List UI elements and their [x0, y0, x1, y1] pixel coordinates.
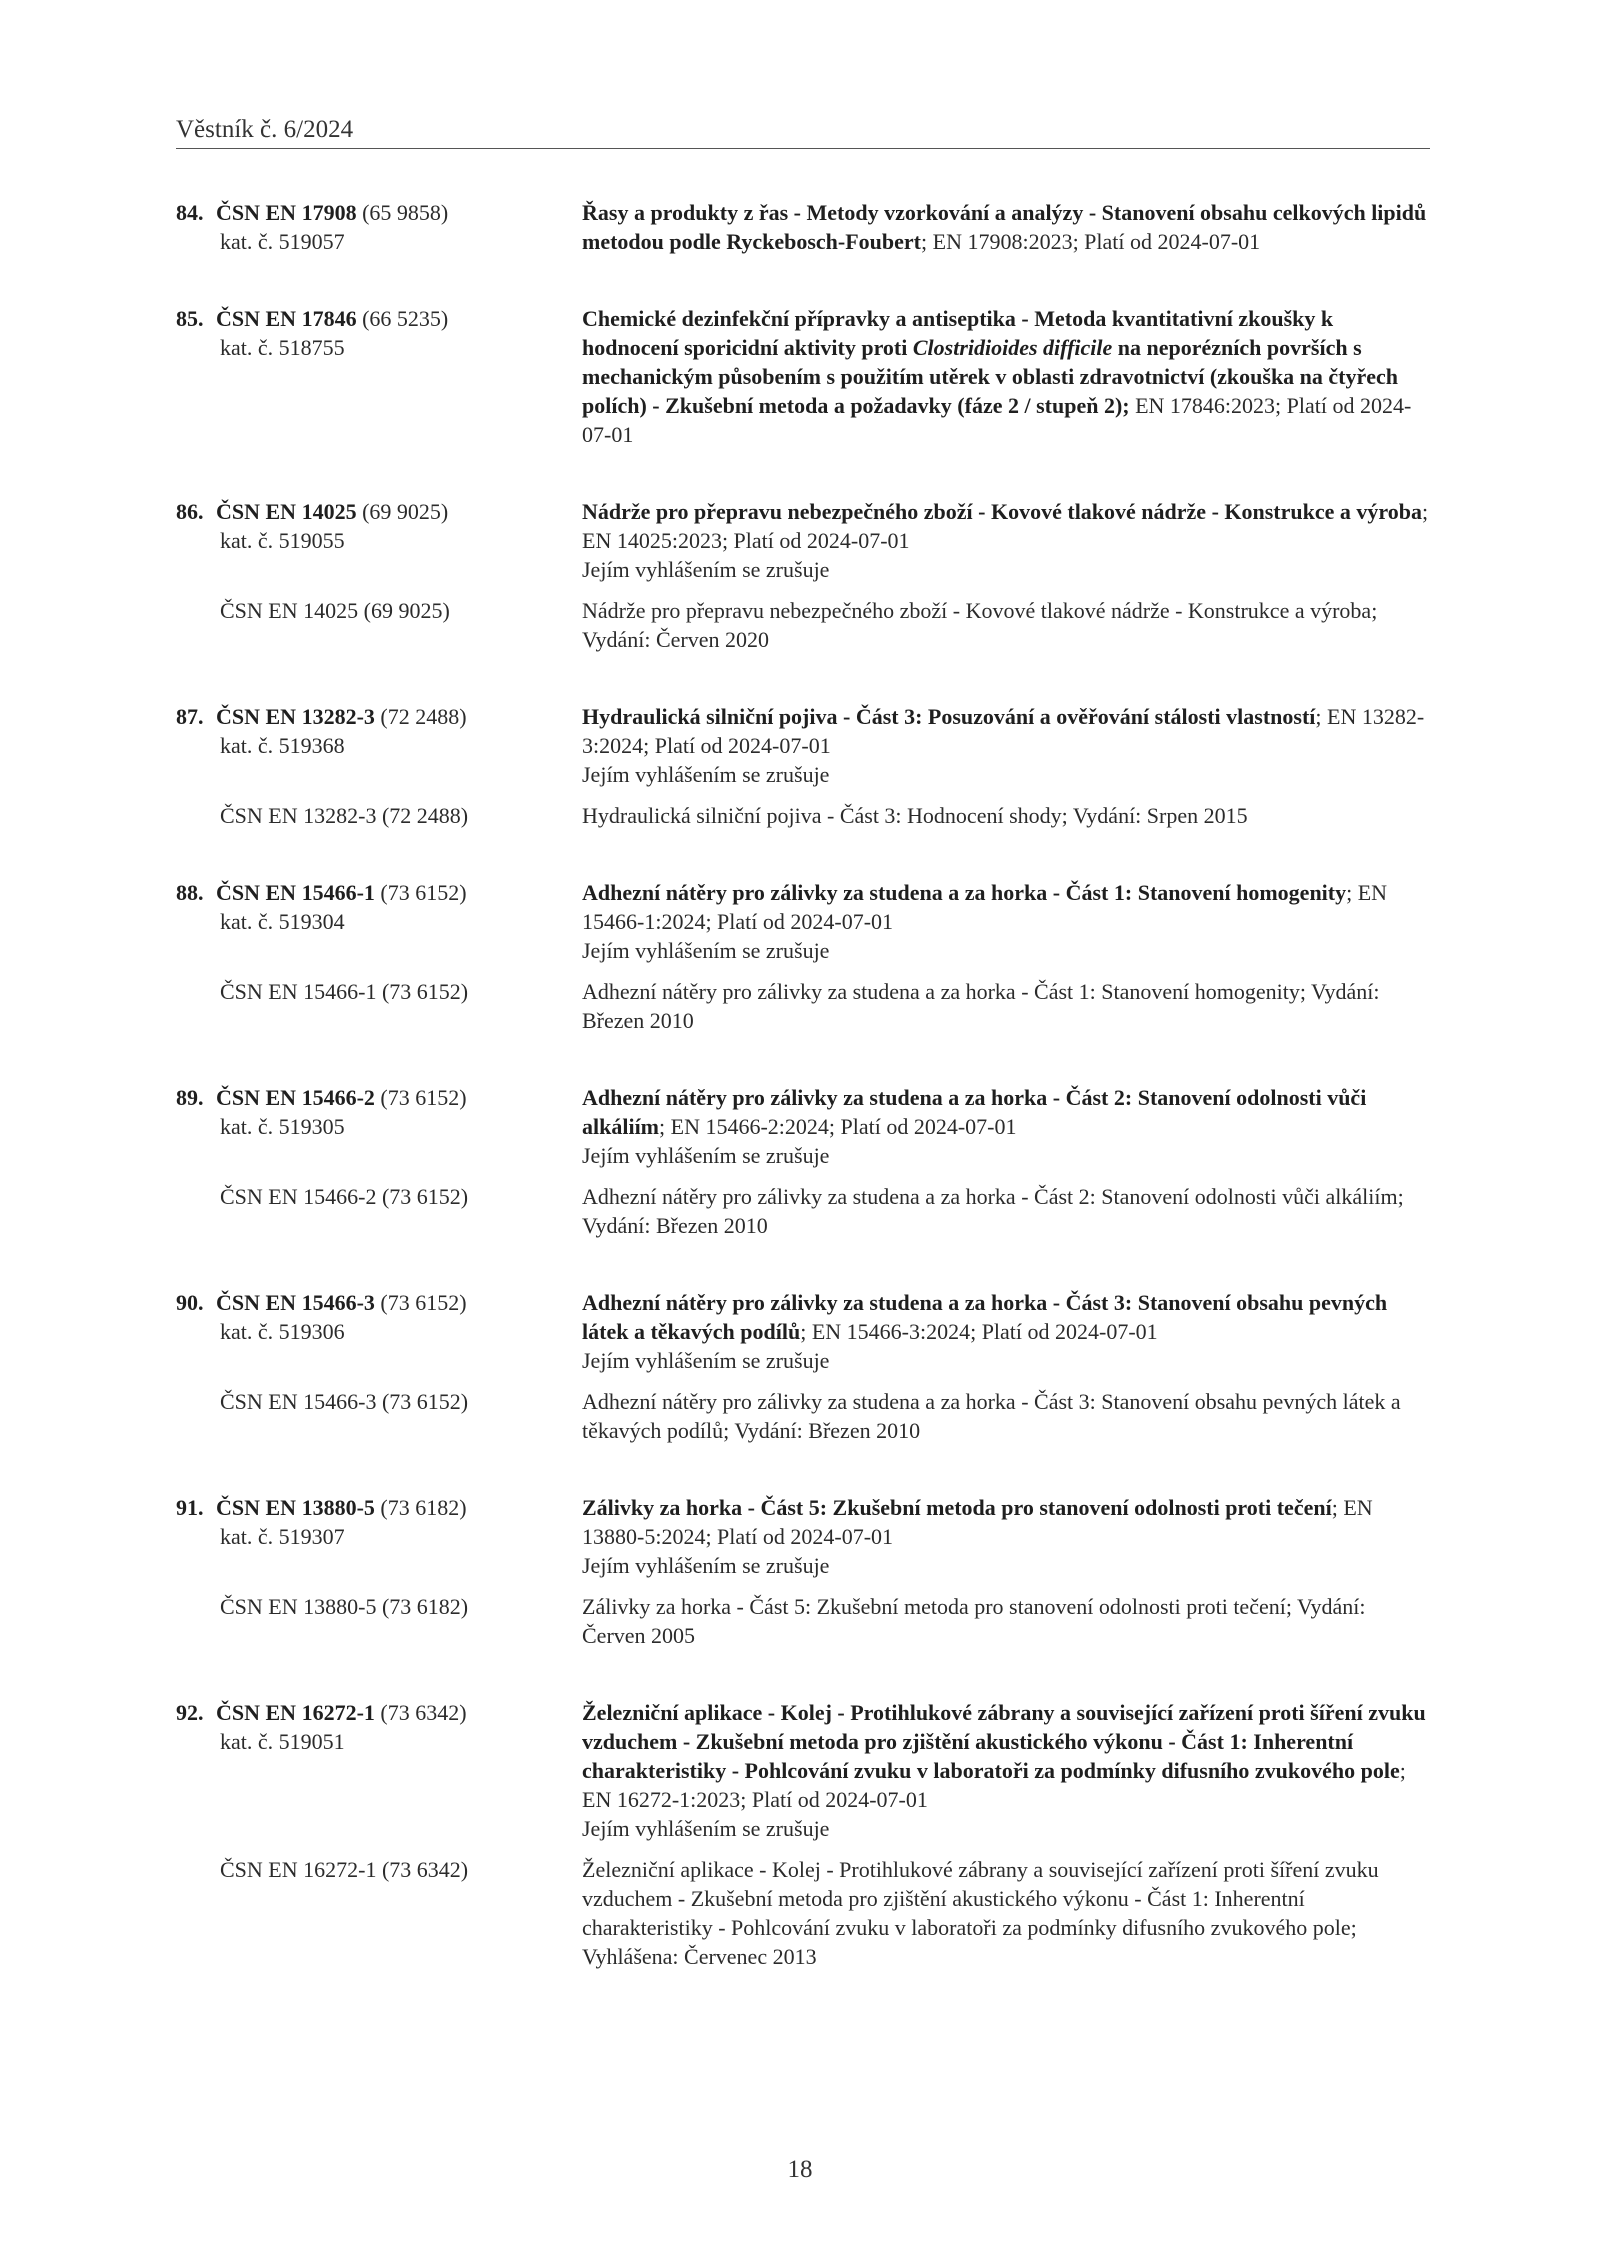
standard-description: [582, 702, 1430, 789]
standard-description: [582, 1698, 1430, 1843]
replaced-standard-id: [176, 1387, 582, 1445]
replaced-code: ČSN EN 15466-3 (73 6152): [220, 1389, 469, 1414]
standard-details: ; EN 13282-3:2024; Platí od 2024-07-01: [582, 704, 1425, 758]
standard-entry-84: [176, 198, 1430, 256]
standard-description: [582, 1083, 1430, 1170]
standard-title: Nádrže pro přepravu nebezpečného zboží - Kovové tlakové nádrže - Konstrukce a výroba: [582, 499, 1422, 524]
catalog-number: kat. č. 519055: [220, 528, 345, 553]
class-code: (73 6152): [380, 880, 467, 905]
replaced-code: ČSN EN 16272-1 (73 6342): [220, 1857, 469, 1882]
standard-entry-86: [176, 497, 1430, 654]
replaced-standard-description: Železniční aplikace - Kolej - Protihlukové zábrany a související zařízení proti šíření zvuku vzduchem - Zkušební metoda pro zjištění akustického výkonu - Část 1: Inherentní charakteristiky - Pohlcování zvuku v laboratoři za podmínky difusního zvukového pole; Vyhlášena: Červenec 2013: [582, 1857, 1379, 1969]
standard-title: Železniční aplikace - Kolej - Protihlukové zábrany a související zařízení proti šíření zvuku vzduchem - Zkušební metoda pro zjištění akustického výkonu - Část 1: Inherentní charakteristiky - Pohlcování zvuku v laboratoři za podmínky difusního zvukového pole: [582, 1700, 1426, 1783]
replaced-standard-id: [176, 1182, 582, 1240]
entry-number: 84.: [176, 200, 204, 225]
replaced-standard-description: Nádrže pro přepravu nebezpečného zboží - Kovové tlakové nádrže - Konstrukce a výroba; Vydání: Červen 2020: [582, 598, 1378, 652]
standard-title-part: na neporézních površích s mechanickým působením s použitím utěrek v oblasti zdravotnictví (zkouška na čtyřech polích) - Zkušební metoda a požadavky (fáze 2 / stupeň 2);: [582, 335, 1399, 418]
entry-number: 91.: [176, 1495, 204, 1520]
standard-entry-91: [176, 1493, 1430, 1650]
standard-details: ; EN 14025:2023; Platí od 2024-07-01: [582, 499, 1429, 553]
standard-title-part: Chemické dezinfekční přípravky a antiseptika - Metoda kvantitativní zkoušky k hodnocení sporicidní aktivity proti: [582, 306, 1334, 360]
catalog-number: kat. č. 519051: [220, 1729, 345, 1754]
class-code: (66 5235): [362, 306, 449, 331]
entry-number: 89.: [176, 1085, 204, 1110]
standard-entry-92: [176, 1698, 1430, 1971]
standard-entry-87: [176, 702, 1430, 830]
replaced-standard-id: [176, 801, 582, 830]
standard-id: [176, 702, 582, 789]
replaced-code: ČSN EN 13282-3 (72 2488): [220, 803, 469, 828]
replaced-standard-description: Adhezní nátěry pro zálivky za studena a za horka - Část 2: Stanovení odolnosti vůči alkáliím; Vydání: Březen 2010: [582, 1184, 1404, 1238]
catalog-number: kat. č. 519057: [220, 229, 345, 254]
standard-title: Adhezní nátěry pro zálivky za studena a za horka - Část 2: Stanovení odolnosti vůči alkáliím: [582, 1085, 1367, 1139]
standard-code: ČSN EN 17846: [216, 306, 357, 331]
standard-id: [176, 198, 582, 256]
standard-description: [582, 497, 1430, 584]
standard-id: [176, 1288, 582, 1375]
standard-code: ČSN EN 13282-3: [216, 704, 375, 729]
catalog-number: kat. č. 518755: [220, 335, 345, 360]
standard-description: [582, 878, 1430, 965]
organism-name: Clostridioides difficile: [912, 335, 1113, 360]
class-code: (73 6342): [380, 1700, 467, 1725]
replaced-standard-description: Zálivky za horka - Část 5: Zkušební metoda pro stanovení odolnosti proti tečení; Vydání: Červen 2005: [582, 1594, 1366, 1648]
catalog-number: kat. č. 519307: [220, 1524, 345, 1549]
standard-code: ČSN EN 15466-1: [216, 880, 375, 905]
standard-title: Hydraulická silniční pojiva - Část 3: Posuzování a ověřování stálosti vlastností: [582, 704, 1316, 729]
bulletin-title: Věstník č. 6/2024: [176, 116, 354, 143]
entry-number: 88.: [176, 880, 204, 905]
cancellation-note: Jejím vyhlášením se zrušuje: [582, 557, 830, 582]
page-number: 18: [787, 2156, 813, 2183]
standard-entry-90: [176, 1288, 1430, 1445]
standard-code: ČSN EN 16272-1: [216, 1700, 375, 1725]
entry-number: 92.: [176, 1700, 204, 1725]
class-code: (73 6152): [380, 1085, 467, 1110]
standard-code: ČSN EN 17908: [216, 200, 357, 225]
replaced-code: ČSN EN 15466-1 (73 6152): [220, 979, 469, 1004]
class-code: (69 9025): [362, 499, 449, 524]
entry-number: 87.: [176, 704, 204, 729]
standard-id: [176, 1083, 582, 1170]
standards-list: [176, 198, 1430, 2019]
catalog-number: kat. č. 519304: [220, 909, 345, 934]
replaced-standard-description: Adhezní nátěry pro zálivky za studena a za horka - Část 1: Stanovení homogenity; Vydání: Březen 2010: [582, 979, 1380, 1033]
cancellation-note: Jejím vyhlášením se zrušuje: [582, 1143, 830, 1168]
class-code: (73 6182): [380, 1495, 467, 1520]
standard-description: [582, 1288, 1430, 1375]
entry-number: 86.: [176, 499, 204, 524]
replaced-standard-id: [176, 1855, 582, 1971]
page-header: [176, 112, 1430, 149]
standard-details: ; EN 16272-1:2023; Platí od 2024-07-01: [582, 1758, 1406, 1812]
entry-number: 90.: [176, 1290, 204, 1315]
standard-code: ČSN EN 13880-5: [216, 1495, 375, 1520]
standard-description: [582, 304, 1430, 449]
cancellation-note: Jejím vyhlášením se zrušuje: [582, 762, 830, 787]
standard-title: Adhezní nátěry pro zálivky za studena a za horka - Část 3: Stanovení obsahu pevných látek a těkavých podílů: [582, 1290, 1388, 1344]
class-code: (73 6152): [380, 1290, 467, 1315]
replaced-standard-id: [176, 977, 582, 1035]
standard-details: EN 17846:2023; Platí od 2024-07-01: [582, 393, 1412, 447]
standard-id: [176, 1493, 582, 1580]
cancellation-note: Jejím vyhlášením se zrušuje: [582, 1816, 830, 1841]
standard-code: ČSN EN 14025: [216, 499, 357, 524]
standard-id: [176, 497, 582, 584]
standard-title: Zálivky za horka - Část 5: Zkušební metoda pro stanovení odolnosti proti tečení: [582, 1495, 1332, 1520]
replaced-standard-description: Adhezní nátěry pro zálivky za studena a za horka - Část 3: Stanovení obsahu pevných látek a těkavých podílů; Vydání: Březen 2010: [582, 1389, 1401, 1443]
catalog-number: kat. č. 519306: [220, 1319, 345, 1344]
standard-entry-88: [176, 878, 1430, 1035]
standard-code: ČSN EN 15466-2: [216, 1085, 375, 1110]
class-code: (65 9858): [362, 200, 449, 225]
standard-code: ČSN EN 15466-3: [216, 1290, 375, 1315]
standard-description: [582, 198, 1430, 256]
standard-details: ; EN 15466-3:2024; Platí od 2024-07-01: [800, 1319, 1158, 1344]
catalog-number: kat. č. 519305: [220, 1114, 345, 1139]
standard-description: [582, 1493, 1430, 1580]
standard-details: ; EN 13880-5:2024; Platí od 2024-07-01: [582, 1495, 1373, 1549]
replaced-standard-id: [176, 596, 582, 654]
standard-id: [176, 1698, 582, 1843]
replaced-code: ČSN EN 15466-2 (73 6152): [220, 1184, 469, 1209]
catalog-number: kat. č. 519368: [220, 733, 345, 758]
cancellation-note: Jejím vyhlášením se zrušuje: [582, 938, 830, 963]
standard-entry-85: [176, 304, 1430, 449]
standard-details: ; EN 15466-2:2024; Platí od 2024-07-01: [659, 1114, 1017, 1139]
standard-details: ; EN 17908:2023; Platí od 2024-07-01: [921, 229, 1261, 254]
cancellation-note: Jejím vyhlášením se zrušuje: [582, 1553, 830, 1578]
standard-id: [176, 878, 582, 965]
entry-number: 85.: [176, 306, 204, 331]
standard-title: Řasy a produkty z řas - Metody vzorkování a analýzy - Stanovení obsahu celkových lipidů metodou podle Ryckebosch-Foubert: [582, 200, 1427, 254]
replaced-standard-description: Hydraulická silniční pojiva - Část 3: Hodnocení shody; Vydání: Srpen 2015: [582, 803, 1248, 828]
standard-details: ; EN 15466-1:2024; Platí od 2024-07-01: [582, 880, 1388, 934]
replaced-standard-id: [176, 1592, 582, 1650]
cancellation-note: Jejím vyhlášením se zrušuje: [582, 1348, 830, 1373]
standard-title: Adhezní nátěry pro zálivky za studena a za horka - Část 1: Stanovení homogenity: [582, 880, 1347, 905]
replaced-code: ČSN EN 14025 (69 9025): [220, 598, 450, 623]
replaced-code: ČSN EN 13880-5 (73 6182): [220, 1594, 469, 1619]
class-code: (72 2488): [380, 704, 467, 729]
standard-entry-89: [176, 1083, 1430, 1240]
standard-id: [176, 304, 582, 449]
